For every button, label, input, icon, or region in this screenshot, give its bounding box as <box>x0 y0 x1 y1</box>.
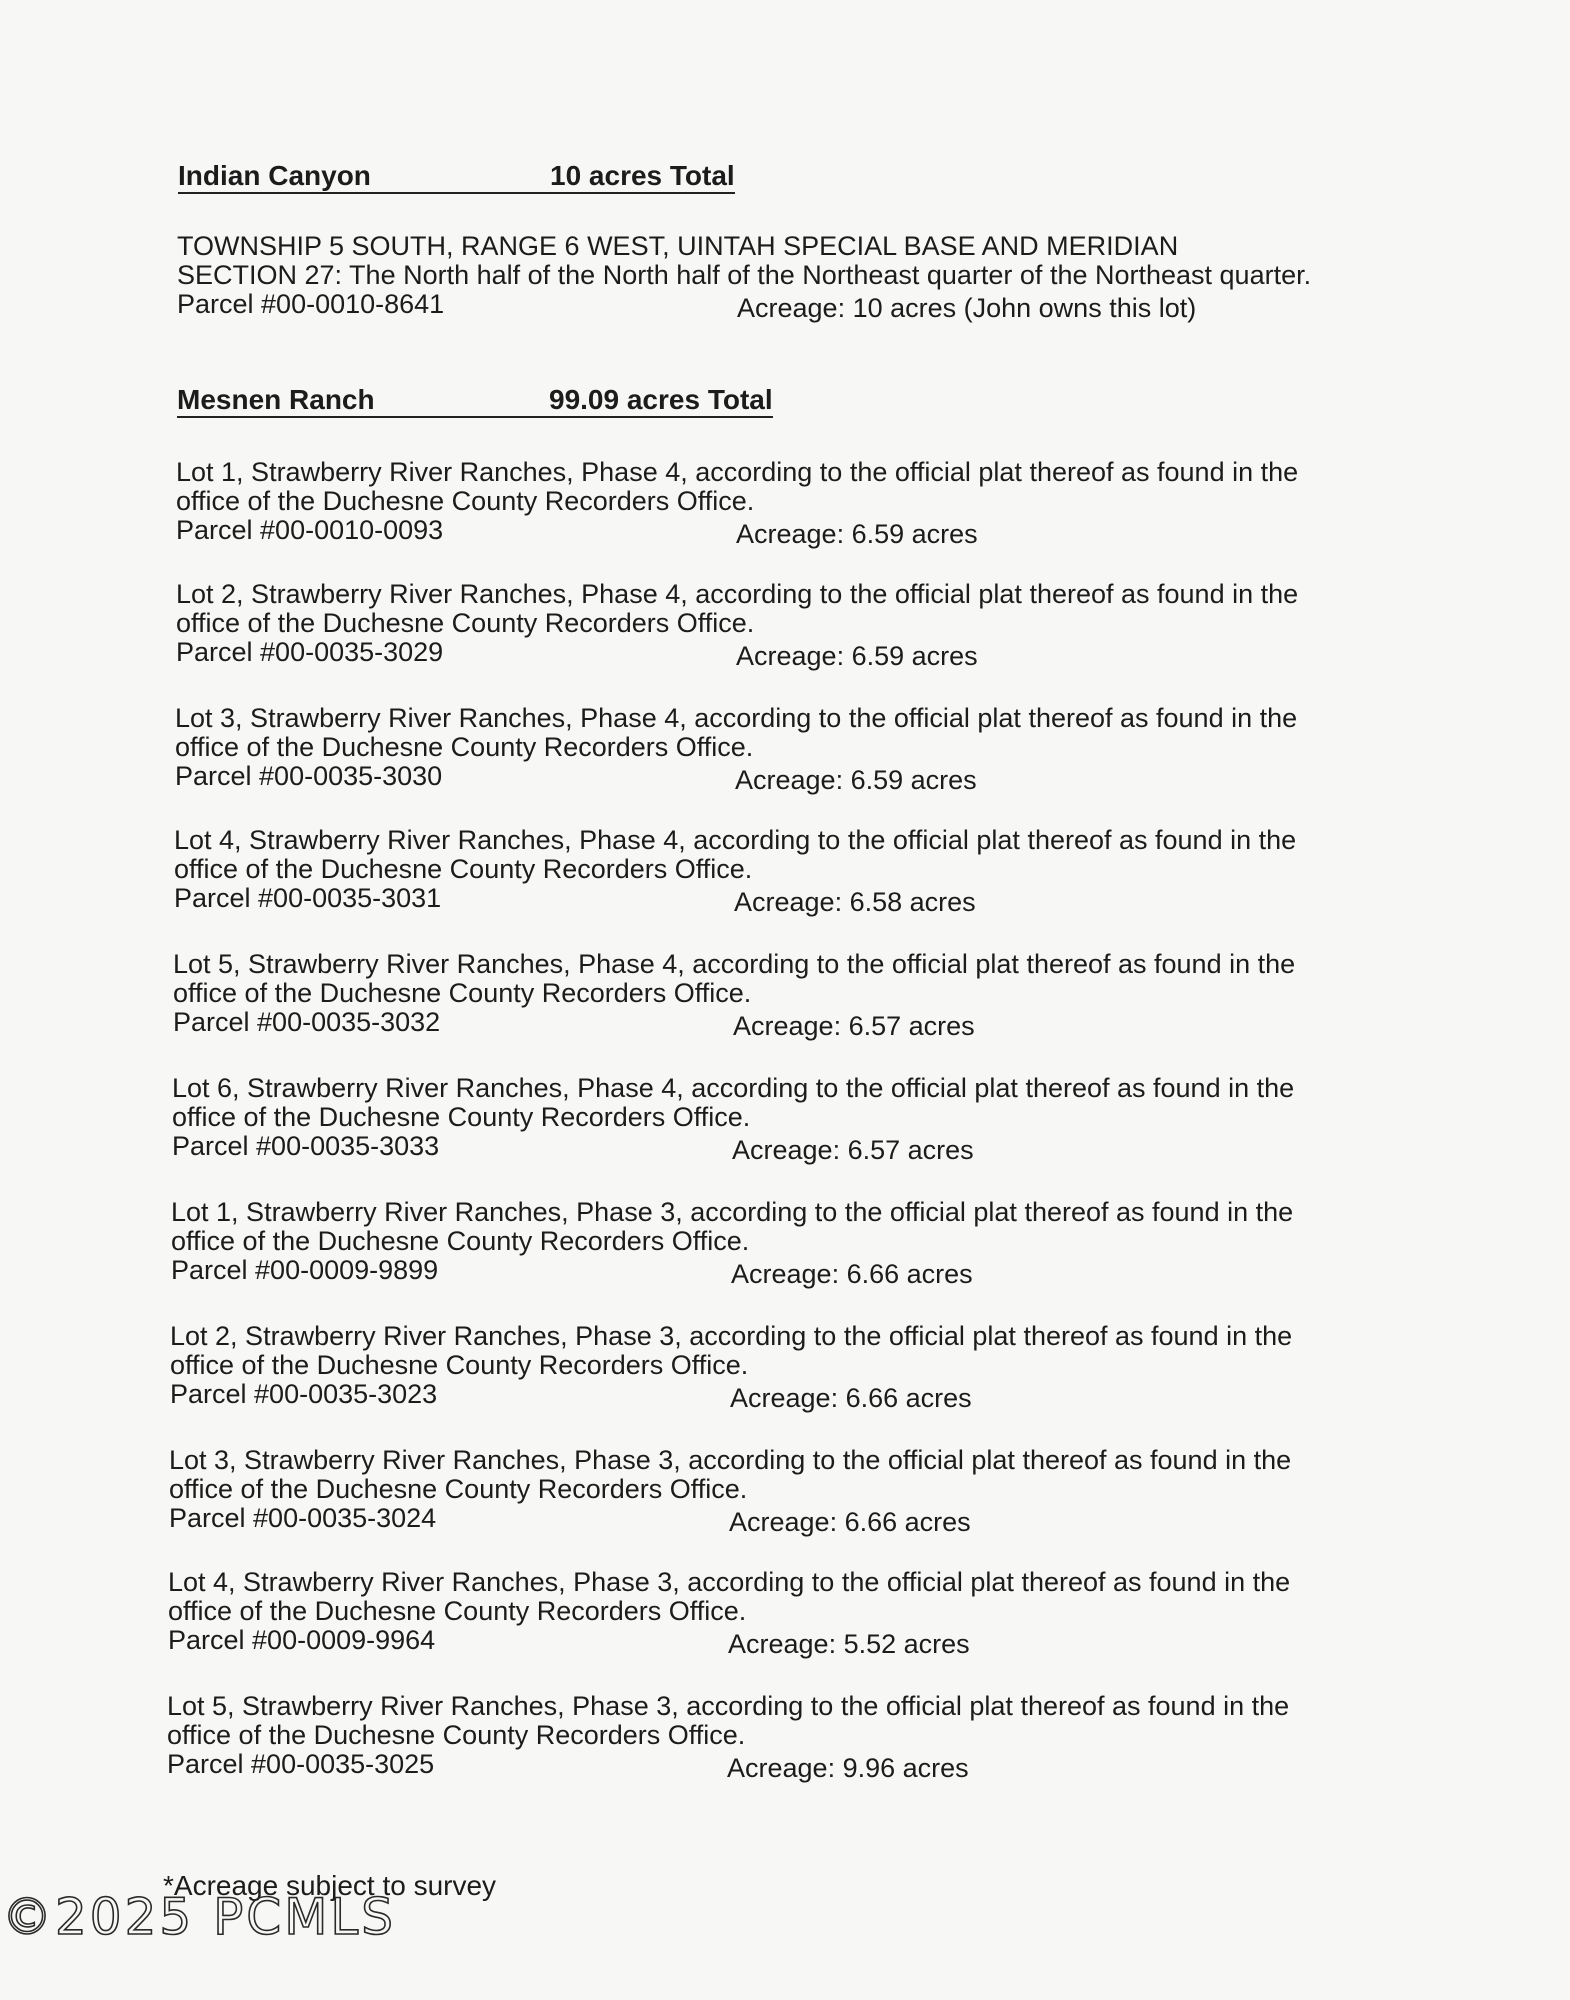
acreage: Acreage: 9.96 acres <box>727 1753 969 1783</box>
lot-description: Lot 2, Strawberry River Ranches, Phase 4, according to the official plat thereof as found in the <box>176 579 1299 609</box>
lot-description-cont: office of the Duchesne County Recorders Office. <box>170 1350 749 1380</box>
lot-description-cont: office of the Duchesne County Recorders Office. <box>176 486 755 516</box>
parcel-number: Parcel #00-0035-3032 <box>173 1007 441 1037</box>
lot-entry <box>170 1321 1293 1413</box>
parcel-number: Parcel #00-0035-3033 <box>172 1131 440 1161</box>
mesnen-ranch-heading <box>177 384 773 418</box>
parcel-number: Parcel #00-0035-3024 <box>169 1503 437 1533</box>
acreage: Acreage: 6.57 acres <box>732 1135 974 1165</box>
indian-canyon-heading <box>178 160 735 194</box>
lot-description-cont: office of the Duchesne County Recorders Office. <box>175 732 754 762</box>
acreage: Acreage: 6.66 acres <box>729 1507 971 1537</box>
lot-entry <box>176 579 1299 671</box>
lot-description: Lot 4, Strawberry River Ranches, Phase 4, according to the official plat thereof as found in the <box>174 825 1297 855</box>
lot-entry <box>167 1691 1290 1783</box>
lot-entry <box>169 1445 1292 1537</box>
legal-line: SECTION 27: The North half of the North half of the Northeast quarter of the Northeast quarter. <box>177 260 1312 290</box>
lot-entry <box>176 457 1299 549</box>
parcel-number: Parcel #00-0010-0093 <box>176 515 444 545</box>
lot-description: Lot 2, Strawberry River Ranches, Phase 3, according to the official plat thereof as found in the <box>170 1321 1293 1351</box>
parcel-number: Parcel #00-0035-3023 <box>170 1379 438 1409</box>
section-name: Mesnen Ranch <box>177 384 549 418</box>
lot-description: Lot 4, Strawberry River Ranches, Phase 3, according to the official plat thereof as found in the <box>168 1567 1291 1597</box>
acreage: Acreage: 6.59 acres <box>735 765 977 795</box>
section-name: Indian Canyon <box>178 160 550 194</box>
lot-description: Lot 5, Strawberry River Ranches, Phase 3, according to the official plat thereof as found in the <box>167 1691 1290 1721</box>
lot-entry <box>171 1197 1294 1289</box>
lot-description: Lot 3, Strawberry River Ranches, Phase 3, according to the official plat thereof as found in the <box>169 1445 1292 1475</box>
acreage: Acreage: 5.52 acres <box>728 1629 970 1659</box>
section-total: 10 acres Total <box>550 160 735 194</box>
lot-description-cont: office of the Duchesne County Recorders Office. <box>171 1226 750 1256</box>
parcel-number: Parcel #00-0009-9964 <box>168 1625 436 1655</box>
lot-description-cont: office of the Duchesne County Recorders Office. <box>173 978 752 1008</box>
section-total: 99.09 acres Total <box>549 384 773 418</box>
lot-description: Lot 3, Strawberry River Ranches, Phase 4, according to the official plat thereof as found in the <box>175 703 1298 733</box>
parcel-number: Parcel #00-0035-3029 <box>176 637 444 667</box>
acreage: Acreage: 6.59 acres <box>736 519 978 549</box>
parcel-number: Parcel #00-0035-3030 <box>175 761 443 791</box>
lot-description-cont: office of the Duchesne County Recorders Office. <box>168 1596 747 1626</box>
parcel-number: Parcel #00-0035-3025 <box>167 1749 435 1779</box>
lot-description: Lot 5, Strawberry River Ranches, Phase 4, according to the official plat thereof as found in the <box>173 949 1296 979</box>
lot-description-cont: office of the Duchesne County Recorders Office. <box>174 854 753 884</box>
acreage: Acreage: 6.58 acres <box>734 887 976 917</box>
acreage: Acreage: 6.59 acres <box>736 641 978 671</box>
lot-entry <box>173 949 1296 1041</box>
lot-description-cont: office of the Duchesne County Recorders Office. <box>172 1102 751 1132</box>
parcel-number: Parcel #00-0035-3031 <box>174 883 442 913</box>
lot-description-cont: office of the Duchesne County Recorders Office. <box>167 1720 746 1750</box>
acreage: Acreage: 6.66 acres <box>730 1383 972 1413</box>
lot-entry <box>175 703 1298 795</box>
lot-description: Lot 1, Strawberry River Ranches, Phase 4, according to the official plat thereof as found in the <box>176 457 1299 487</box>
lot-description-cont: office of the Duchesne County Recorders Office. <box>169 1474 748 1504</box>
lot-entry <box>168 1567 1291 1659</box>
acreage: Acreage: 10 acres (John owns this lot) <box>737 293 1197 323</box>
indian-canyon-legal <box>177 231 1312 323</box>
legal-line: TOWNSHIP 5 SOUTH, RANGE 6 WEST, UINTAH SPECIAL BASE AND MERIDIAN <box>177 231 1179 261</box>
lot-entry <box>172 1073 1295 1165</box>
copyright-watermark: ©2025 PCMLS <box>2 1888 396 1946</box>
acreage: Acreage: 6.66 acres <box>731 1259 973 1289</box>
acreage: Acreage: 6.57 acres <box>733 1011 975 1041</box>
lot-description-cont: office of the Duchesne County Recorders Office. <box>176 608 755 638</box>
lot-entry <box>174 825 1297 917</box>
parcel-number: Parcel #00-0009-9899 <box>171 1255 439 1285</box>
parcel-number: Parcel #00-0010-8641 <box>177 289 445 319</box>
lot-description: Lot 1, Strawberry River Ranches, Phase 3, according to the official plat thereof as found in the <box>171 1197 1294 1227</box>
acreage-footnote: *Acreage subject to survey <box>163 1870 497 1901</box>
lot-description: Lot 6, Strawberry River Ranches, Phase 4, according to the official plat thereof as found in the <box>172 1073 1295 1103</box>
